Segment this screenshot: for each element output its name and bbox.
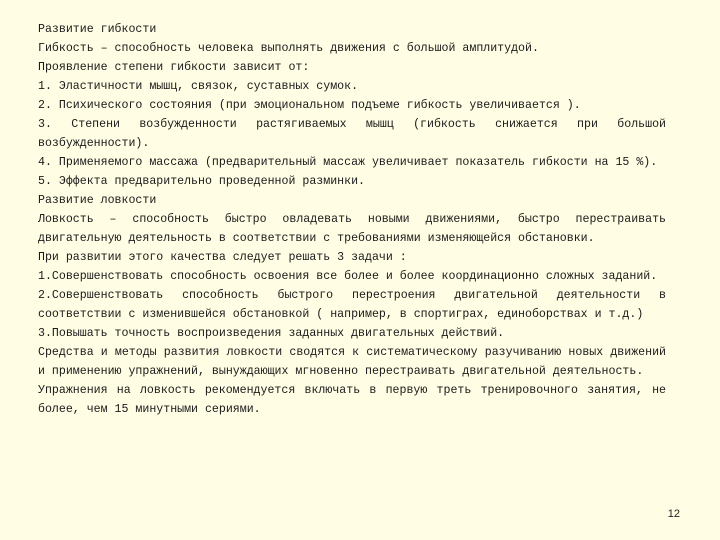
paragraph: Средства и методы развития ловкости сводятся к систематическому разучиванию новых движений и применению упражнений, вынуждающих мгновенно перестраивать двигательной деятельность.: [38, 346, 666, 378]
list-item: 3. Степени возбужденности растягиваемых мышц (гибкость снижается при большой возбужденности).: [38, 118, 666, 150]
list-item: 5. Эффекта предварительно проведенной разминки.: [38, 175, 365, 188]
heading-agility: Развитие ловкости: [38, 194, 157, 207]
list-item: 4. Применяемого массажа (предварительный массаж увеличивает показатель гибкости на 15 %).: [38, 156, 658, 169]
list-item: 2. Психического состояния (при эмоциональном подъеме гибкость увеличивается ).: [38, 99, 581, 112]
list-item: 1.Совершенствовать способность освоения все более и более координационно сложных заданий.: [38, 270, 658, 283]
heading-flexibility: Развитие гибкости: [38, 23, 157, 36]
paragraph: Ловкость – способность быстро овладевать новыми движениями, быстро перестраивать двигательную деятельность в соответствии с требованиями изменяющейся обстановки.: [38, 213, 666, 245]
page-number: 12: [667, 508, 680, 520]
paragraph: Упражнения на ловкость рекомендуется включать в первую треть тренировочного занятия, не более, чем 15 минутными сериями.: [38, 384, 666, 416]
paragraph: Проявление степени гибкости зависит от:: [38, 61, 310, 74]
document-body: [38, 20, 666, 419]
paragraph: Гибкость – способность человека выполнять движения с большой амплитудой.: [38, 42, 539, 55]
paragraph: При развитии этого качества следует решать 3 задачи :: [38, 251, 407, 264]
list-item: 2.Совершенствовать способность быстрого перестроения двигательной деятельности в соответствии с изменившейся обстановкой ( например, в спортиграх, единоборствах и т.д.): [38, 289, 666, 321]
list-item: 1. Эластичности мышц, связок, суставных сумок.: [38, 80, 359, 93]
list-item: 3.Повышать точность воспроизведения заданных двигательных действий.: [38, 327, 505, 340]
